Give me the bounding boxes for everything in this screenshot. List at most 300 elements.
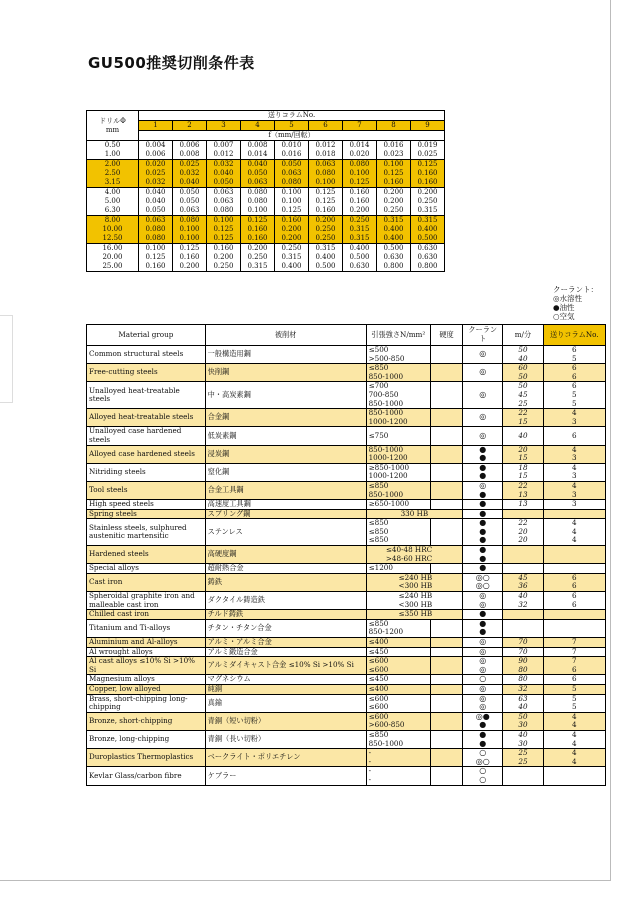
material-group: Spring steels xyxy=(87,509,206,519)
feed-value: 0.100 xyxy=(377,160,411,170)
feed-value: 0.023 xyxy=(377,150,411,160)
cell-line: ● xyxy=(479,545,487,555)
material-row xyxy=(87,364,606,382)
cell-line: 850-1000 xyxy=(368,738,404,748)
cell-line: 850-1200 xyxy=(368,627,404,637)
cell-line: 4 xyxy=(571,408,577,418)
material-group: Alloyed case hardened steels xyxy=(87,445,206,463)
feed-value: 0.630 xyxy=(411,253,445,262)
cell-line: 1000-1200 xyxy=(368,453,408,463)
feed-value: 0.080 xyxy=(207,206,241,216)
material-row xyxy=(87,730,606,748)
material-row xyxy=(87,592,606,610)
material-row xyxy=(87,610,606,620)
feed-value: 0.200 xyxy=(207,253,241,262)
feed-column-no xyxy=(543,657,605,675)
cell-line: 6 xyxy=(571,591,577,601)
page-title: GU500推奨切削条件表 xyxy=(88,54,255,72)
drill-row xyxy=(87,244,445,254)
feed-value: 0.016 xyxy=(377,141,411,151)
feed-column-no xyxy=(543,409,605,427)
cell-line: ◎ xyxy=(479,599,487,609)
feed-column-number: 1 xyxy=(139,121,173,131)
cell-line: 40 xyxy=(518,702,528,712)
cell-line: ◎ xyxy=(479,702,487,712)
cell-line: ◎ xyxy=(479,480,487,490)
material-row xyxy=(87,346,606,364)
feed-value: 0.032 xyxy=(139,178,173,188)
coolant-symbol xyxy=(463,427,503,445)
feed-value: 0.025 xyxy=(139,169,173,178)
feed-value: 0.080 xyxy=(309,169,343,178)
feed-value: 0.025 xyxy=(173,160,207,170)
material-group: Spheroidal graphite iron and malleable cast iron xyxy=(87,592,206,610)
feed-value: 0.315 xyxy=(343,225,377,234)
coolant-symbol xyxy=(463,573,503,591)
feed-value: 0.200 xyxy=(275,234,309,244)
cell-line: 5 xyxy=(571,398,577,408)
feed-value: 0.630 xyxy=(411,244,445,254)
feed-value: 0.100 xyxy=(139,244,173,254)
feed-value: 0.315 xyxy=(377,216,411,226)
material-row xyxy=(87,481,606,499)
cutting-speed xyxy=(503,382,543,409)
material-jp: 超耐熱合金 xyxy=(205,564,366,574)
cell-line: 3 xyxy=(571,471,577,481)
cutting-speed xyxy=(503,463,543,481)
feed-value: 0.250 xyxy=(377,206,411,216)
cutting-speed xyxy=(503,730,543,748)
tensile-strength xyxy=(366,657,430,675)
coolant-symbol xyxy=(463,409,503,427)
feed-value: 0.315 xyxy=(411,216,445,226)
feed-column-number: 9 xyxy=(411,121,445,131)
material-jp: ダクタイル鋳造鉄 xyxy=(205,592,366,610)
cell-line: 4 xyxy=(571,480,577,490)
feed-column-no xyxy=(543,730,605,748)
coolant-symbol xyxy=(463,364,503,382)
feed-value: 0.800 xyxy=(411,262,445,272)
tensile-strength xyxy=(366,638,430,648)
drill-diameter: 1.00 xyxy=(87,150,139,160)
cell-line: ≤700 xyxy=(368,381,389,391)
feed-value: 0.006 xyxy=(139,150,173,160)
cell-line: ≤850 xyxy=(368,363,389,373)
coolant-legend-oil: ●油性 xyxy=(553,303,575,312)
feed-value: 0.400 xyxy=(377,225,411,234)
cell-line: ◎ xyxy=(479,637,487,646)
cell-line: 1000-1200 xyxy=(368,471,408,481)
coolant-legend-air: ○空気 xyxy=(553,312,575,321)
feed-column-number: 5 xyxy=(275,121,309,131)
feed-column-no xyxy=(543,382,605,409)
material-jp: 窒化鋼 xyxy=(205,463,366,481)
feed-value: 0.006 xyxy=(173,141,207,151)
coolant-symbol xyxy=(463,463,503,481)
cell-line: - xyxy=(368,766,372,776)
material-row xyxy=(87,749,606,767)
cell-line: 5 xyxy=(571,702,577,712)
material-group: Alloyed heat-treatable steels xyxy=(87,409,206,427)
material-row xyxy=(87,409,606,427)
feed-value: 0.200 xyxy=(411,188,445,198)
cell-line: 6 xyxy=(571,674,577,684)
feed-value: 0.100 xyxy=(173,234,207,244)
feed-value: 0.040 xyxy=(139,197,173,206)
cell-line: ● xyxy=(479,453,487,463)
cell-line: ● xyxy=(479,609,487,619)
material-group: Aluminium and Al-alloys xyxy=(87,638,206,648)
cell-line: 6 xyxy=(571,430,577,440)
cutting-speed xyxy=(503,346,543,364)
feed-value: 0.100 xyxy=(275,197,309,206)
feed-value: 0.008 xyxy=(173,150,207,160)
cell-line: ○ xyxy=(479,766,487,776)
cell-line: ○ xyxy=(479,748,487,758)
cell-line: ◎● xyxy=(475,711,490,721)
cell-line: <300 HB xyxy=(398,599,433,609)
cutting-speed xyxy=(503,694,543,712)
cell-line: ● xyxy=(479,627,487,637)
drill-row xyxy=(87,160,445,170)
feed-value: 0.160 xyxy=(275,216,309,226)
feed-column-number: 4 xyxy=(241,121,275,131)
material-jp: 中・高炭素鋼 xyxy=(205,382,366,409)
cell-line: ● xyxy=(479,720,487,730)
feed-value: 0.200 xyxy=(173,262,207,272)
feed-column-no xyxy=(543,573,605,591)
drill-row xyxy=(87,206,445,216)
cell-line: ● xyxy=(479,553,487,563)
feed-value: 0.063 xyxy=(139,216,173,226)
hardness-empty xyxy=(430,382,462,409)
cell-line: 32 xyxy=(518,599,528,609)
hardness-empty xyxy=(430,519,462,546)
cell-line: 6 xyxy=(571,345,577,354)
feed-value: 0.063 xyxy=(275,169,309,178)
cutting-speed xyxy=(503,684,543,694)
cell-line: >600-850 xyxy=(368,720,405,730)
feed-unit-header: f（mm/回転） xyxy=(139,131,445,141)
cell-line: 5 xyxy=(571,683,577,693)
feed-value: 0.100 xyxy=(207,216,241,226)
cell-line: ≤850 xyxy=(368,618,389,628)
cell-line: 45 xyxy=(518,389,528,399)
feed-value: 0.400 xyxy=(275,262,309,272)
feed-column-no xyxy=(543,364,605,382)
hardness-values xyxy=(366,610,463,620)
feed-column-number: 7 xyxy=(343,121,377,131)
material-group: Al wrought alloys xyxy=(87,647,206,657)
cell-line: 6 xyxy=(571,363,577,373)
cell-line: 15 xyxy=(518,471,528,481)
cell-line: ● xyxy=(479,518,487,528)
cell-line: 20 xyxy=(518,526,528,536)
feed-value: 0.012 xyxy=(207,150,241,160)
cell-line: ● xyxy=(479,618,487,628)
cutting-speed xyxy=(503,546,543,564)
drill-diameter: 25.00 xyxy=(87,262,139,272)
feed-value: 0.160 xyxy=(207,244,241,254)
cutting-speed xyxy=(503,712,543,730)
cell-line: ≤1200 xyxy=(368,563,393,573)
cell-line: 32 xyxy=(518,683,528,693)
coolant-symbol xyxy=(463,619,503,637)
coolant-symbol xyxy=(463,610,503,620)
coolant-symbol xyxy=(463,519,503,546)
drill-row xyxy=(87,225,445,234)
feed-value: 0.400 xyxy=(343,244,377,254)
hardness-value: 330 HB xyxy=(366,509,463,519)
feed-value: 0.200 xyxy=(377,197,411,206)
cell-line: 850-1000 xyxy=(368,371,404,381)
cutting-speed xyxy=(503,573,543,591)
material-jp: マグネシウム xyxy=(205,675,366,685)
cell-line: 70 xyxy=(518,637,528,646)
cell-line: 5 xyxy=(571,389,577,399)
cell-line: ◎ xyxy=(479,693,487,703)
cell-line: 4 xyxy=(571,729,577,739)
feed-column-no xyxy=(543,481,605,499)
material-jp: アルミ鍛造合金 xyxy=(205,647,366,657)
material-jp: ベークライト・ポリエチレン xyxy=(205,749,366,767)
tensile-strength xyxy=(366,346,430,364)
feed-value: 0.080 xyxy=(139,234,173,244)
header-tensile: 引張強さN/mm² xyxy=(366,325,430,346)
cell-line: 70 xyxy=(518,646,528,656)
material-row xyxy=(87,712,606,730)
feed-value: 0.004 xyxy=(139,141,173,151)
material-jp: 純銅 xyxy=(205,684,366,694)
material-row xyxy=(87,427,606,445)
cell-line: 80 xyxy=(518,664,528,674)
cell-line: ○ xyxy=(479,674,487,684)
material-row xyxy=(87,638,606,648)
cell-line: 4 xyxy=(571,711,577,721)
feed-value: 0.100 xyxy=(241,206,275,216)
cutting-speed xyxy=(503,610,543,620)
material-jp: 青銅（長い切粉） xyxy=(205,730,366,748)
feed-value: 0.160 xyxy=(377,178,411,188)
cell-line: ◎ xyxy=(479,367,487,377)
feed-value: 0.050 xyxy=(241,169,275,178)
hardness-empty xyxy=(430,647,462,657)
cell-line: ◎ xyxy=(479,349,487,359)
drill-diameter: 20.00 xyxy=(87,253,139,262)
cell-line: 30 xyxy=(518,738,528,748)
cell-line: 850-1000 xyxy=(368,398,404,408)
feed-column-no xyxy=(543,519,605,546)
hardness-empty xyxy=(430,481,462,499)
cell-line: 850-1000 xyxy=(368,444,404,454)
cell-line: ◎ xyxy=(479,664,487,674)
feed-value: 0.080 xyxy=(241,188,275,198)
drill-diameter: 2.50 xyxy=(87,169,139,178)
cutting-speed xyxy=(503,619,543,637)
cell-line: 7 xyxy=(571,637,577,646)
tensile-strength xyxy=(366,519,430,546)
cell-line: 80 xyxy=(518,674,528,684)
cell-line: 5 xyxy=(571,693,577,703)
feed-value: 0.200 xyxy=(343,206,377,216)
drill-row xyxy=(87,188,445,198)
hardness-empty xyxy=(430,712,462,730)
drill-diameter: 6.30 xyxy=(87,206,139,216)
drill-row xyxy=(87,216,445,226)
feed-value: 0.315 xyxy=(309,244,343,254)
cutting-speed xyxy=(503,481,543,499)
cell-line: 90 xyxy=(518,656,528,666)
feed-value: 0.020 xyxy=(139,160,173,170)
feed-value: 0.500 xyxy=(343,253,377,262)
cell-line: 25 xyxy=(518,748,528,758)
cell-line: 50 xyxy=(518,381,528,391)
cell-line: 40 xyxy=(518,729,528,739)
tensile-strength xyxy=(366,481,430,499)
cell-line: 18 xyxy=(518,462,528,472)
feed-column-header: 送りコラムNo. xyxy=(139,111,445,121)
hardness-empty xyxy=(430,500,462,510)
cell-line: 45 xyxy=(518,572,528,582)
feed-value: 0.025 xyxy=(411,150,445,160)
feed-value: 0.125 xyxy=(139,253,173,262)
feed-value: 0.315 xyxy=(411,206,445,216)
hardness-values xyxy=(366,546,463,564)
coolant-symbol xyxy=(463,712,503,730)
feed-value: 0.014 xyxy=(343,141,377,151)
cell-line: ◎ xyxy=(479,430,487,440)
cell-line: ≤240 HB xyxy=(398,591,433,601)
feed-value: 0.063 xyxy=(309,160,343,170)
cell-line: ● xyxy=(479,444,487,454)
cutting-speed xyxy=(503,500,543,510)
material-group: Bronze, long-chipping xyxy=(87,730,206,748)
drill-diameter: 2.00 xyxy=(87,160,139,170)
material-group: Duroplastics Thermoplastics xyxy=(87,749,206,767)
feed-column-no xyxy=(543,694,605,712)
cell-line: <300 HB xyxy=(398,581,433,591)
cell-line: 22 xyxy=(518,480,528,490)
cutting-speed xyxy=(503,364,543,382)
cell-line: 4 xyxy=(571,738,577,748)
feed-value: 0.063 xyxy=(173,206,207,216)
feed-value: 0.125 xyxy=(343,178,377,188)
header-speed: m/分 xyxy=(503,325,543,346)
cell-line: ≤600 xyxy=(368,664,389,674)
feed-value: 0.250 xyxy=(411,197,445,206)
hardness-empty xyxy=(430,427,462,445)
feed-value: 0.125 xyxy=(173,244,207,254)
cell-line: ≤600 xyxy=(368,711,389,721)
cell-line: - xyxy=(368,756,372,766)
material-jp: ステンレス xyxy=(205,519,366,546)
cell-line: ● xyxy=(479,738,487,748)
feed-value: 0.200 xyxy=(275,225,309,234)
drill-diameter: 0.50 xyxy=(87,141,139,151)
cell-line: ≤850 xyxy=(368,526,389,536)
header-hardness: 硬度 xyxy=(430,325,462,346)
coolant-symbol xyxy=(463,346,503,364)
cell-line: 850-1000 xyxy=(368,489,404,499)
cell-line: ● xyxy=(479,471,487,481)
feed-value: 0.016 xyxy=(275,150,309,160)
coolant-symbol xyxy=(463,657,503,675)
cell-line: ◎○ xyxy=(475,581,490,591)
cell-line: ◎ xyxy=(479,656,487,666)
material-group: Brass, short-chipping long-chipping xyxy=(87,694,206,712)
material-group: Titanium and Ti-alloys xyxy=(87,619,206,637)
feed-value: 0.020 xyxy=(343,150,377,160)
feed-value: 0.032 xyxy=(173,169,207,178)
feed-column-no xyxy=(543,592,605,610)
tensile-strength xyxy=(366,427,430,445)
material-group: Free-cutting steels xyxy=(87,364,206,382)
scan-edge-strip xyxy=(0,316,12,402)
feed-column-no xyxy=(543,749,605,767)
feed-column-no xyxy=(543,427,605,445)
cell-line: ≤850 xyxy=(368,480,389,490)
feed-value: 0.200 xyxy=(309,216,343,226)
cutting-speed xyxy=(503,409,543,427)
feed-value: 0.125 xyxy=(377,169,411,178)
cutting-speed xyxy=(503,638,543,648)
coolant-symbol xyxy=(463,638,503,648)
coolant-legend xyxy=(553,285,598,321)
material-jp: 低炭素鋼 xyxy=(205,427,366,445)
cell-line: 4 xyxy=(571,756,577,766)
cell-line: ● xyxy=(479,563,487,573)
header-material: 被削材 xyxy=(205,325,366,346)
cell-line: ≤600 xyxy=(368,656,389,666)
feed-column-number: 3 xyxy=(207,121,241,131)
hardness-empty xyxy=(430,346,462,364)
cell-line: ≤600 xyxy=(368,693,389,703)
hardness-empty xyxy=(430,445,462,463)
hardness-empty xyxy=(430,684,462,694)
cell-line: ◎ xyxy=(479,591,487,601)
feed-value: 0.080 xyxy=(173,216,207,226)
feed-column-no xyxy=(543,546,605,564)
feed-value: 0.050 xyxy=(207,178,241,188)
cell-line: 36 xyxy=(518,581,528,591)
feed-value: 0.050 xyxy=(139,206,173,216)
coolant-symbol xyxy=(463,500,503,510)
material-row xyxy=(87,445,606,463)
cell-line: ◎ xyxy=(479,389,487,399)
tensile-strength xyxy=(366,619,430,637)
material-row xyxy=(87,463,606,481)
material-group: Cast iron xyxy=(87,573,206,591)
cell-line: 850-1000 xyxy=(368,408,404,418)
material-group: Chilled cast iron xyxy=(87,610,206,620)
tensile-strength xyxy=(366,694,430,712)
feed-value: 0.250 xyxy=(275,244,309,254)
feed-value: 0.018 xyxy=(309,150,343,160)
material-row xyxy=(87,657,606,675)
material-group: Special alloys xyxy=(87,564,206,574)
feed-column-no xyxy=(543,500,605,510)
material-jp: 一般構造用鋼 xyxy=(205,346,366,364)
tensile-strength xyxy=(366,382,430,409)
cell-line: ≤850 xyxy=(368,535,389,545)
coolant-symbol xyxy=(463,382,503,409)
feed-value: 0.063 xyxy=(241,178,275,188)
material-group: Kevlar Glass/carbon fibre xyxy=(87,767,206,785)
cell-line: ◎ xyxy=(479,646,487,656)
coolant-symbol xyxy=(463,592,503,610)
drill-row xyxy=(87,253,445,262)
material-group: Hardened steels xyxy=(87,546,206,564)
